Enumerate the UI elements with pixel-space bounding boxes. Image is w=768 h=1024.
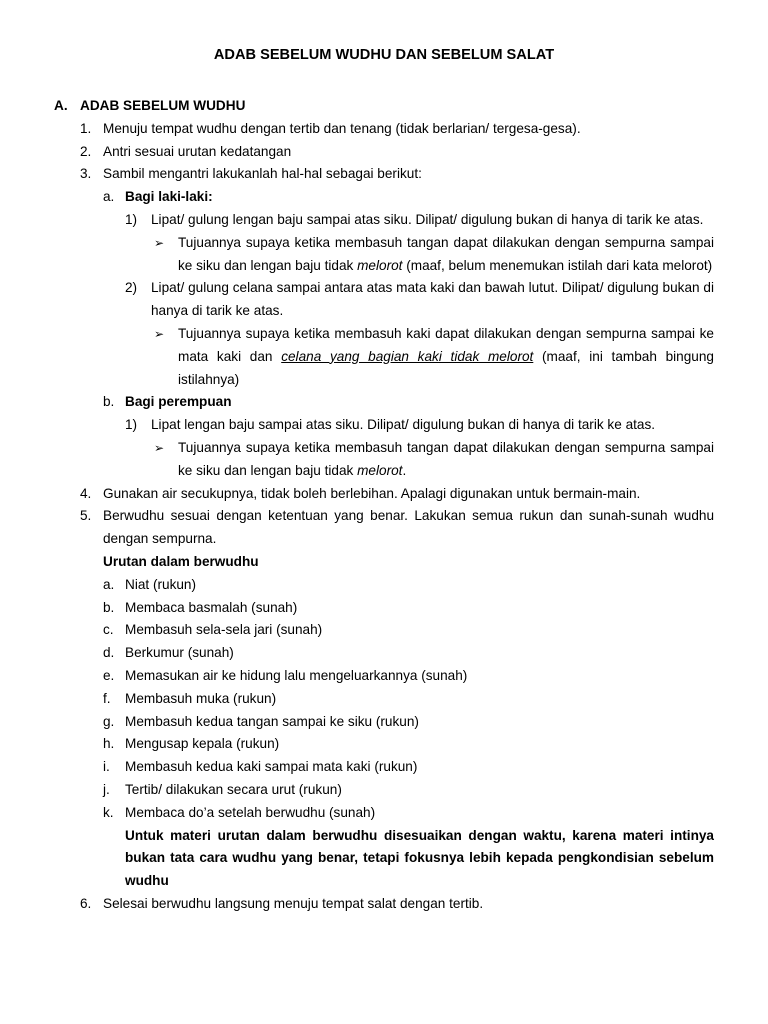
wudhu-step-marker: a. xyxy=(103,576,115,592)
bullet-text-part: Tujuannya supaya ketika membasuh tangan dapat dilakukan dengan sempurna sampai ke siku dan lengan baju tidak xyxy=(178,234,714,273)
wudhu-step-item xyxy=(0,756,768,779)
point-text: Lipat/ gulung lengan baju sampai atas siku. Dilipat/ digulung bukan di hanya di tarik ke atas. xyxy=(151,211,704,227)
list-item-4 xyxy=(0,483,768,506)
wudhu-step-item xyxy=(0,711,768,734)
section-a-heading xyxy=(0,95,768,118)
point-text: Lipat lengan baju sampai atas siku. Dilipat/ digulung bukan di hanya di tarik ke atas. xyxy=(151,417,656,433)
wudhu-step-item xyxy=(0,597,768,620)
wudhu-step-text: Tertib/ dilakukan secara urut (rukun) xyxy=(125,781,342,797)
document-body xyxy=(0,95,768,916)
wudhu-step-marker: f. xyxy=(103,690,111,706)
bullet-underlined-term: celana yang bagian kaki tidak melorot xyxy=(281,348,534,364)
sub-item-marker: a. xyxy=(103,189,115,205)
point-number: 1) xyxy=(125,211,138,227)
wudhu-step-marker: g. xyxy=(103,713,115,729)
wudhu-step-item xyxy=(0,733,768,756)
list-item-text: Menuju tempat wudhu dengan tertib dan tenang (tidak berlarian/ tergesa-gesa). xyxy=(103,120,581,136)
list-item-1 xyxy=(0,118,768,141)
wudhu-step-text: Membaca do’a setelah berwudhu (sunah) xyxy=(125,804,376,820)
bullet-lengan-perempuan xyxy=(0,437,768,483)
list-item-5 xyxy=(0,505,768,551)
bullet-lengan xyxy=(0,232,768,278)
bullet-italic-term: melorot xyxy=(357,257,403,273)
arrow-bullet-icon: ➢ xyxy=(154,326,165,341)
bullet-celana xyxy=(0,323,768,391)
wudhu-step-text: Mengusap kepala (rukun) xyxy=(125,736,280,752)
sub-item-laki-laki xyxy=(0,186,768,209)
wudhu-step-marker: e. xyxy=(103,667,115,683)
list-item-text: Gunakan air secukupnya, tidak boleh berlebihan. Apalagi digunakan untuk bermain-main. xyxy=(103,485,641,501)
list-item-number: 1. xyxy=(80,120,92,136)
bullet-text-part: Tujuannya supaya ketika membasuh tangan dapat dilakukan dengan sempurna sampai ke siku dan lengan baju tidak xyxy=(178,439,714,478)
list-item-text: Berwudhu sesuai dengan ketentuan yang benar. Lakukan semua rukun dan sunah-sunah wudhu dengan sempurna. xyxy=(103,508,714,547)
bullet-text xyxy=(178,437,714,483)
sub-item-label: Bagi perempuan xyxy=(125,394,232,410)
bullet-text-part: (maaf, ini tambah bingung istilahnya) xyxy=(178,348,714,387)
wudhu-step-text: Berkumur (sunah) xyxy=(125,645,234,661)
wudhu-step-item xyxy=(0,802,768,825)
wudhu-steps-list xyxy=(0,574,768,825)
wudhu-step-item xyxy=(0,619,768,642)
point-1-lengan xyxy=(0,209,768,232)
bullet-text-part: Tujuannya supaya ketika membasuh kaki dapat dilakukan dengan sempurna sampai ke mata kaki dan xyxy=(178,325,714,364)
wudhu-step-marker: c. xyxy=(103,622,114,638)
urutan-heading-text: Urutan dalam berwudhu xyxy=(103,553,259,569)
wudhu-step-item xyxy=(0,642,768,665)
wudhu-step-text: Membaca basmalah (sunah) xyxy=(125,599,298,615)
list-item-number: 6. xyxy=(80,895,92,911)
wudhu-step-text: Membasuh kedua tangan sampai ke siku (rukun) xyxy=(125,713,419,729)
wudhu-step-item xyxy=(0,779,768,802)
arrow-bullet-icon: ➢ xyxy=(154,235,165,250)
list-item-text: Antri sesuai urutan kedatangan xyxy=(103,143,292,159)
section-heading-text: ADAB SEBELUM WUDHU xyxy=(80,98,246,113)
list-item-3 xyxy=(0,163,768,186)
point-number: 2) xyxy=(125,280,138,296)
list-item-text: Sambil mengantri lakukanlah hal-hal sebagai berikut: xyxy=(103,166,422,182)
section-marker: A. xyxy=(54,98,68,113)
wudhu-step-item xyxy=(0,574,768,597)
list-item-2 xyxy=(0,141,768,164)
wudhu-step-item xyxy=(0,665,768,688)
bullet-text xyxy=(178,323,714,391)
wudhu-step-marker: k. xyxy=(103,804,114,820)
point-1-lengan-perempuan xyxy=(0,414,768,437)
bullet-text-part: (maaf, belum menemukan istilah dari kata melorot) xyxy=(402,257,713,273)
arrow-bullet-icon: ➢ xyxy=(154,440,165,455)
bullet-text xyxy=(178,232,714,278)
point-number: 1) xyxy=(125,417,138,433)
wudhu-step-text: Niat (rukun) xyxy=(125,576,197,592)
wudhu-step-marker: i. xyxy=(103,759,110,775)
list-item-number: 4. xyxy=(80,485,92,501)
wudhu-step-text: Membasuh sela-sela jari (sunah) xyxy=(125,622,323,638)
sub-item-perempuan xyxy=(0,391,768,414)
point-text: Lipat/ gulung celana sampai antara atas mata kaki dan bawah lutut. Dilipat/ digulung bukan di hanya di tarik ke atas. xyxy=(151,280,714,319)
wudhu-step-marker: b. xyxy=(103,599,115,615)
sub-item-label: Bagi laki-laki: xyxy=(125,189,213,205)
urutan-heading xyxy=(0,551,768,574)
wudhu-step-text: Membasuh muka (rukun) xyxy=(125,690,277,706)
list-item-number: 2. xyxy=(80,143,92,159)
wudhu-step-text: Memasukan air ke hidung lalu mengeluarkannya (sunah) xyxy=(125,667,468,683)
wudhu-step-marker: h. xyxy=(103,736,115,752)
wudhu-step-text: Membasuh kedua kaki sampai mata kaki (rukun) xyxy=(125,759,418,775)
wudhu-step-marker: j. xyxy=(103,781,110,797)
list-item-text: Selesai berwudhu langsung menuju tempat salat dengan tertib. xyxy=(103,895,484,911)
urutan-note xyxy=(0,825,768,893)
urutan-note-text: Untuk materi urutan dalam berwudhu disesuaikan dengan waktu, karena materi intinya bukan tata cara wudhu yang benar, tetapi fokusnya lebih kepada pengkondisian sebelum wudhu xyxy=(125,827,714,889)
wudhu-step-item xyxy=(0,688,768,711)
point-2-celana xyxy=(0,277,768,323)
list-item-number: 3. xyxy=(80,166,92,182)
document-title: ADAB SEBELUM WUDHU DAN SEBELUM SALAT xyxy=(213,47,555,63)
bullet-italic-term: melorot xyxy=(357,462,403,478)
list-item-6 xyxy=(0,893,768,916)
list-item-number: 5. xyxy=(80,508,92,524)
bullet-text-part: . xyxy=(402,462,407,478)
wudhu-step-marker: d. xyxy=(103,645,115,661)
sub-item-marker: b. xyxy=(103,394,115,410)
